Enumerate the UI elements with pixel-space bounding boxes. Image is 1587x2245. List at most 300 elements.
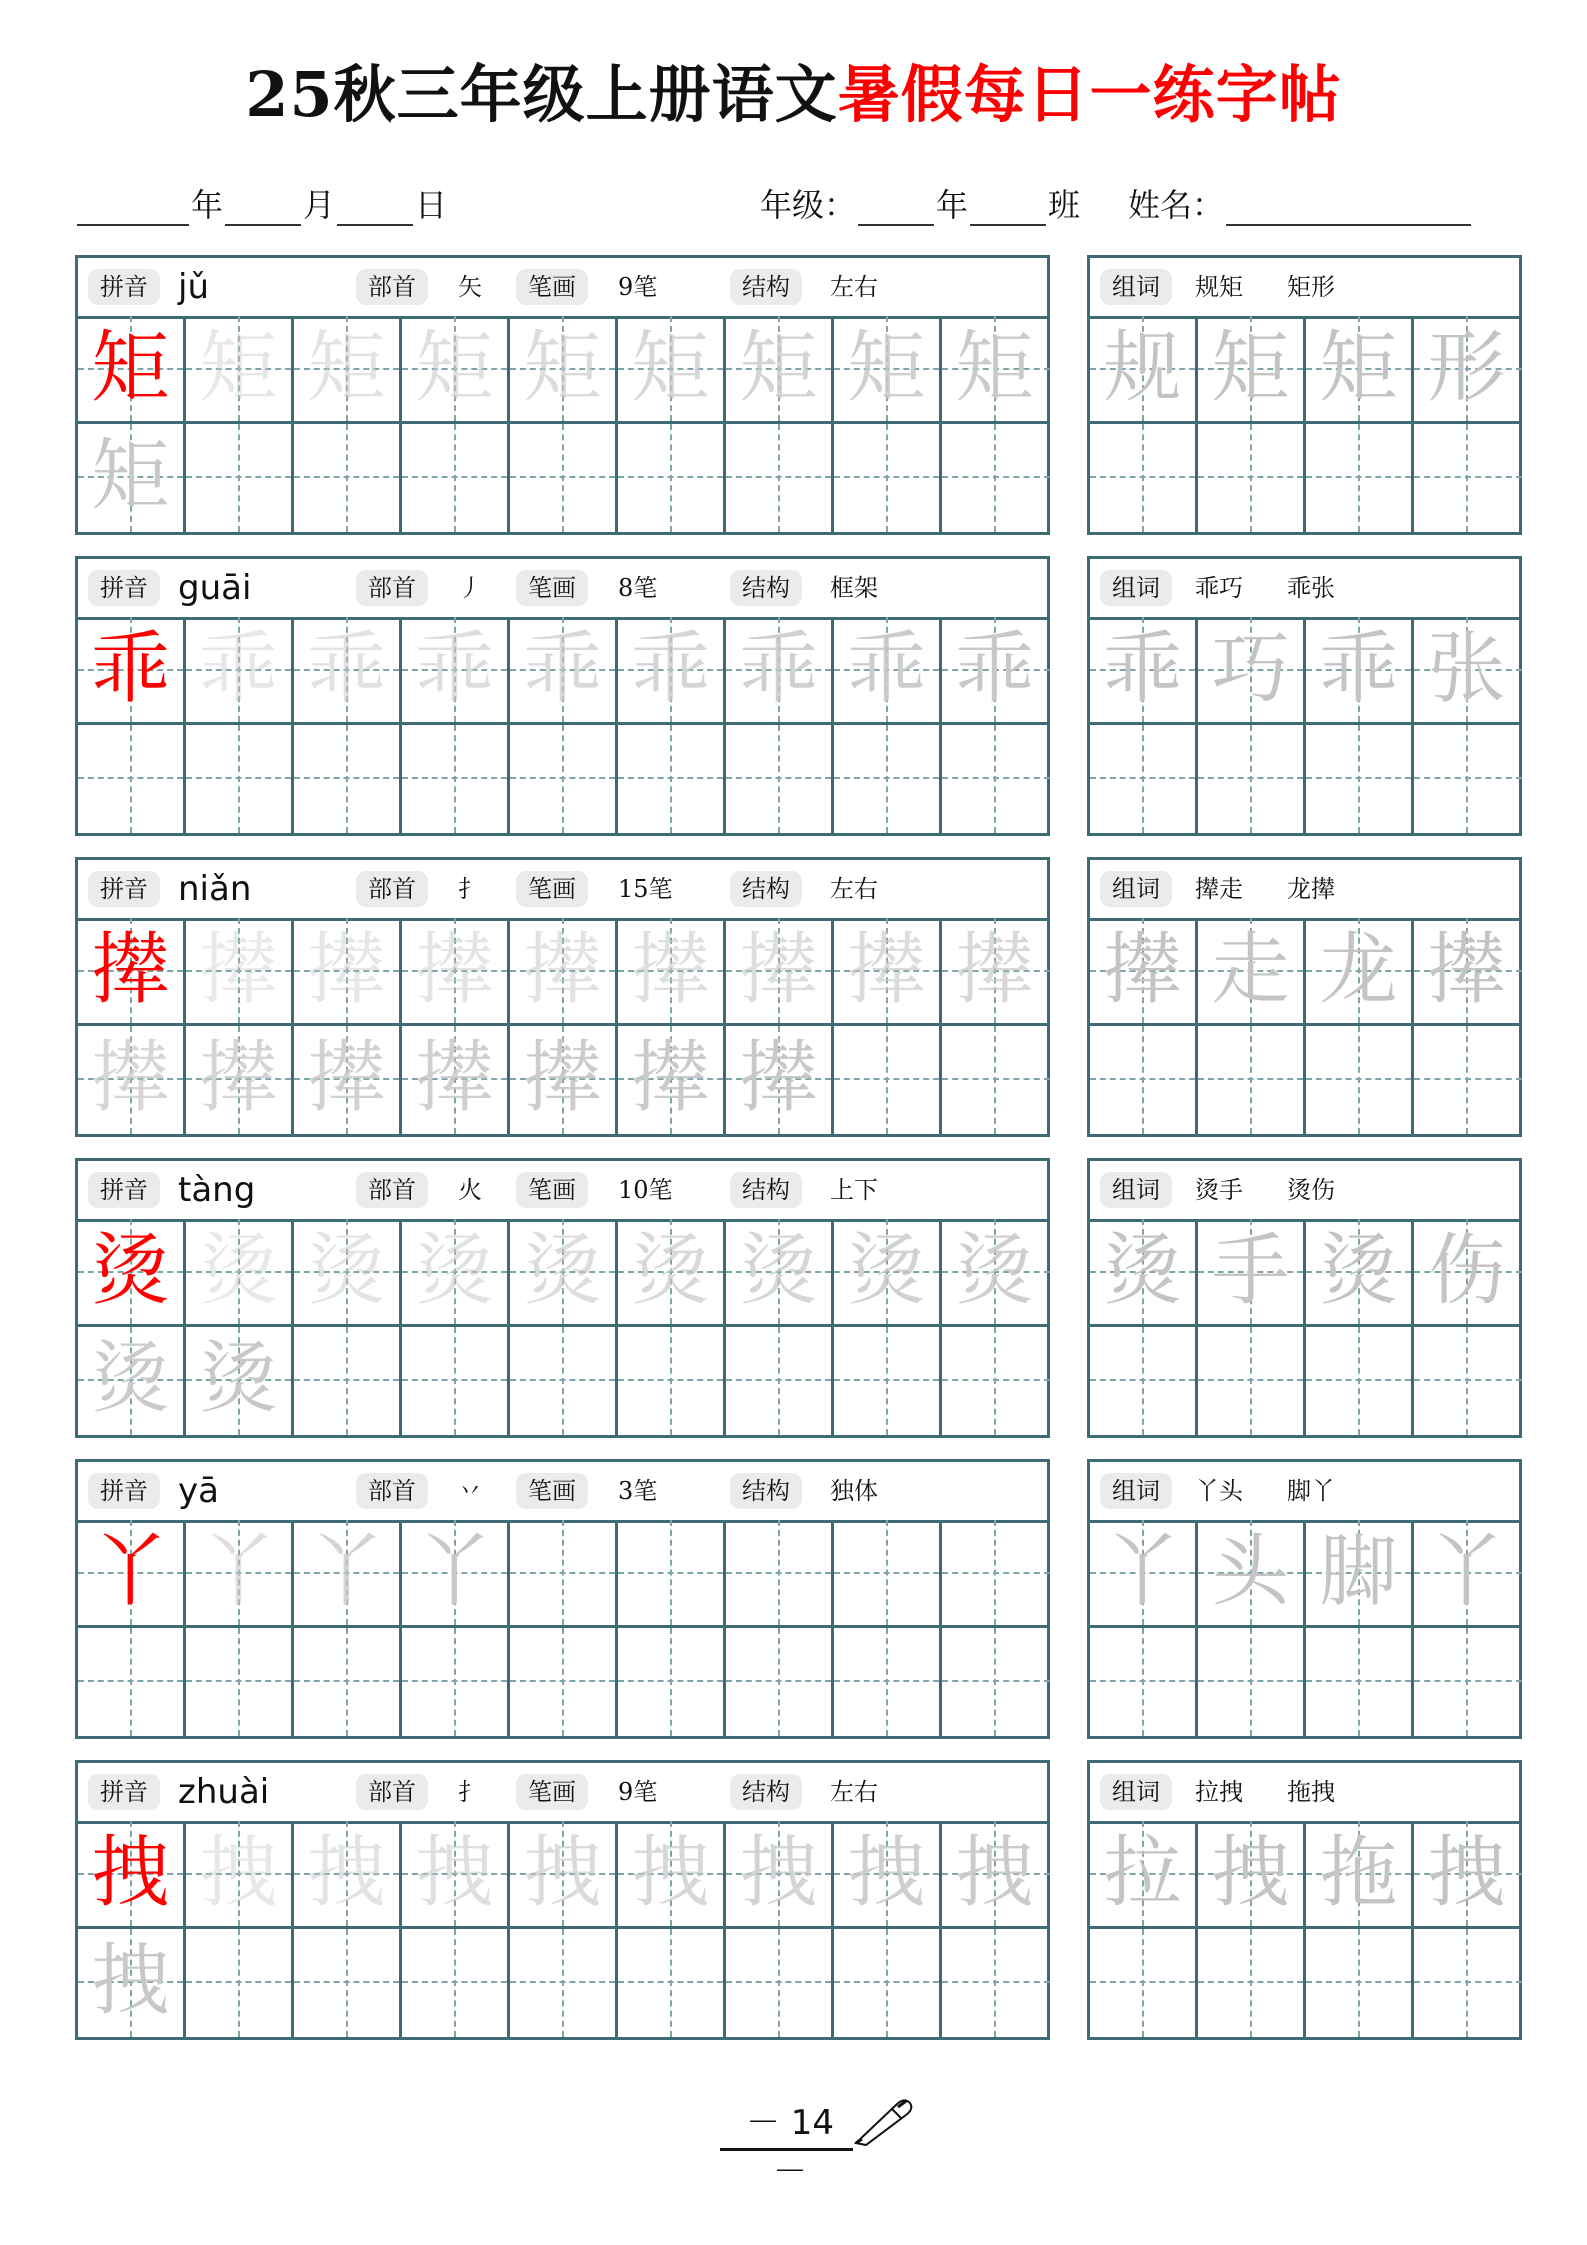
writing-cell[interactable] xyxy=(294,725,402,833)
word-cell[interactable] xyxy=(1198,617,1306,725)
word-cell[interactable] xyxy=(1414,1219,1522,1327)
character-practice-block xyxy=(75,1760,1050,2040)
stroke-order-step: 矩 xyxy=(847,323,926,413)
word-cell[interactable] xyxy=(1414,1520,1522,1628)
writing-cell[interactable] xyxy=(510,918,618,1026)
word-cell[interactable] xyxy=(1414,1327,1522,1435)
word-cell[interactable] xyxy=(1090,1929,1198,2037)
words-header xyxy=(1090,258,1519,319)
writing-cell[interactable] xyxy=(78,1821,186,1929)
word-cell[interactable] xyxy=(1414,1628,1522,1736)
word-cell[interactable] xyxy=(1198,1327,1306,1435)
writing-cell[interactable] xyxy=(942,617,1050,725)
structure-label: 结构 xyxy=(730,1172,802,1208)
word-cell[interactable] xyxy=(1198,725,1306,833)
writing-cell[interactable] xyxy=(402,1026,510,1134)
class-unit: 班 xyxy=(1048,186,1081,224)
word: 乖巧 xyxy=(1195,574,1243,602)
writing-cell[interactable] xyxy=(294,1026,402,1134)
word-cell[interactable] xyxy=(1414,424,1522,532)
pinyin-label: 拼音 xyxy=(88,871,160,907)
writing-cell[interactable] xyxy=(942,424,1050,532)
writing-cell[interactable] xyxy=(510,617,618,725)
writing-cell[interactable] xyxy=(834,1520,942,1628)
character-practice-block xyxy=(75,1158,1050,1438)
writing-cell[interactable] xyxy=(510,1628,618,1736)
word-cell[interactable] xyxy=(1090,1821,1198,1929)
writing-cell[interactable] xyxy=(402,1327,510,1435)
writing-cell[interactable] xyxy=(942,1821,1050,1929)
trace-character: 拽 xyxy=(1211,1828,1290,1918)
radical-value: 丿 xyxy=(458,574,482,602)
year-blank[interactable] xyxy=(77,190,189,226)
trace-character: 形 xyxy=(1427,323,1506,413)
word-cell[interactable] xyxy=(1198,1821,1306,1929)
writing-cell[interactable] xyxy=(618,1219,726,1327)
strokes-value: 15笔 xyxy=(618,875,673,903)
writing-cell[interactable] xyxy=(78,1929,186,2037)
structure-value: 左右 xyxy=(830,1778,878,1806)
writing-cell[interactable] xyxy=(726,1520,834,1628)
trace-character: 脚 xyxy=(1319,1527,1398,1617)
writing-cell[interactable] xyxy=(78,316,186,424)
writing-cell[interactable] xyxy=(294,1520,402,1628)
stroke-order-step: 撵 xyxy=(415,1033,494,1123)
stroke-order-step: 撵 xyxy=(199,1033,278,1123)
trace-character: 乖 xyxy=(1103,624,1182,714)
writing-cell[interactable] xyxy=(294,316,402,424)
stroke-order-step: 拽 xyxy=(199,1828,278,1918)
writing-cell[interactable] xyxy=(726,617,834,725)
stroke-order-step: 撵 xyxy=(523,925,602,1015)
word-cell[interactable] xyxy=(1414,316,1522,424)
writing-cell[interactable] xyxy=(186,918,294,1026)
pinyin-value: zhuài xyxy=(178,1772,270,1812)
radical-value: 火 xyxy=(458,1176,482,1204)
writing-cell[interactable] xyxy=(402,1219,510,1327)
structure-label: 结构 xyxy=(730,1473,802,1509)
words-label: 组词 xyxy=(1100,570,1172,606)
stroke-order-step: 拽 xyxy=(631,1828,710,1918)
strokes-value: 9笔 xyxy=(618,1778,658,1806)
word: 撵走 xyxy=(1195,875,1243,903)
word-cell[interactable] xyxy=(1414,1026,1522,1134)
character-practice-block xyxy=(75,857,1050,1137)
writing-cell[interactable] xyxy=(294,918,402,1026)
writing-cell[interactable] xyxy=(834,1026,942,1134)
word-cell[interactable] xyxy=(1198,1929,1306,2037)
word-practice-block xyxy=(1087,1158,1522,1438)
writing-cell[interactable] xyxy=(834,1929,942,2037)
grade-blank[interactable] xyxy=(858,190,934,226)
word-cell[interactable] xyxy=(1198,424,1306,532)
model-character: 乖 xyxy=(91,624,170,714)
word-cell[interactable] xyxy=(1306,1219,1414,1327)
stroke-order-step: 拽 xyxy=(307,1828,386,1918)
radical-label: 部首 xyxy=(356,871,428,907)
word-cell[interactable] xyxy=(1306,1821,1414,1929)
word-cell[interactable] xyxy=(1306,725,1414,833)
writing-cell[interactable] xyxy=(186,617,294,725)
word-cell[interactable] xyxy=(1090,725,1198,833)
block-header xyxy=(78,1462,1047,1523)
trace-character: 拖 xyxy=(1319,1828,1398,1918)
trace-character: 撵 xyxy=(1427,925,1506,1015)
stroke-order-step: 烫 xyxy=(847,1226,926,1316)
word: 脚丫 xyxy=(1287,1477,1335,1505)
word-cell[interactable] xyxy=(1198,1628,1306,1736)
writing-cell[interactable] xyxy=(402,918,510,1026)
month-label: 月 xyxy=(303,186,336,224)
stroke-order-step: 拽 xyxy=(955,1828,1034,1918)
word-cell[interactable] xyxy=(1090,1628,1198,1736)
words-label: 组词 xyxy=(1100,1172,1172,1208)
writing-cell[interactable] xyxy=(78,617,186,725)
stroke-order-step: 撵 xyxy=(91,1033,170,1123)
word-cell[interactable] xyxy=(1090,1520,1198,1628)
word-practice-block xyxy=(1087,255,1522,535)
word-cell[interactable] xyxy=(1414,617,1522,725)
writing-cell[interactable] xyxy=(834,1628,942,1736)
stroke-order-step: 矩 xyxy=(199,323,278,413)
name-blank[interactable] xyxy=(1226,190,1471,226)
writing-cell[interactable] xyxy=(726,1628,834,1736)
writing-cell[interactable] xyxy=(618,1929,726,2037)
stroke-order-step: 拽 xyxy=(847,1828,926,1918)
name-label: 姓名： xyxy=(1128,186,1225,224)
writing-cell[interactable] xyxy=(78,1327,186,1435)
writing-cell[interactable] xyxy=(726,1026,834,1134)
word-cell[interactable] xyxy=(1306,1628,1414,1736)
word-cell[interactable] xyxy=(1414,1821,1522,1929)
radical-value: 丷 xyxy=(458,1477,482,1505)
page-number: － 14 － xyxy=(745,2103,835,2192)
block-header xyxy=(78,559,1047,620)
writing-cell[interactable] xyxy=(186,1520,294,1628)
writing-cell[interactable] xyxy=(726,316,834,424)
stroke-order-step: 乖 xyxy=(847,624,926,714)
writing-cell[interactable] xyxy=(78,424,186,532)
stroke-order-step: 撵 xyxy=(631,1033,710,1123)
stroke-order-step: 丫 xyxy=(199,1527,278,1617)
writing-cell[interactable] xyxy=(726,1929,834,2037)
writing-cell[interactable] xyxy=(942,1327,1050,1435)
word-cell[interactable] xyxy=(1306,316,1414,424)
stroke-order-step: 矩 xyxy=(739,323,818,413)
word-cell[interactable] xyxy=(1414,918,1522,1026)
trace-character: 撵 xyxy=(1103,925,1182,1015)
writing-cell[interactable] xyxy=(402,617,510,725)
writing-cell[interactable] xyxy=(402,316,510,424)
stroke-order-step: 撵 xyxy=(199,925,278,1015)
word-cell[interactable] xyxy=(1090,424,1198,532)
trace-character: 矩 xyxy=(1211,323,1290,413)
words-label: 组词 xyxy=(1100,269,1172,305)
writing-cell[interactable] xyxy=(834,918,942,1026)
block-header xyxy=(78,1763,1047,1824)
writing-cell[interactable] xyxy=(618,1026,726,1134)
radical-label: 部首 xyxy=(356,269,428,305)
word-cell[interactable] xyxy=(1306,1327,1414,1435)
stroke-order-step: 乖 xyxy=(199,624,278,714)
writing-cell[interactable] xyxy=(834,1219,942,1327)
word-cell[interactable] xyxy=(1306,1520,1414,1628)
strokes-value: 8笔 xyxy=(618,574,658,602)
word-cell[interactable] xyxy=(1306,424,1414,532)
writing-cell[interactable] xyxy=(510,1219,618,1327)
stroke-order-step: 烫 xyxy=(307,1226,386,1316)
day-label: 日 xyxy=(415,186,448,224)
word: 规矩 xyxy=(1195,273,1243,301)
writing-cell[interactable] xyxy=(402,725,510,833)
strokes-label: 笔画 xyxy=(516,1172,588,1208)
writing-cell[interactable] xyxy=(942,1026,1050,1134)
word: 拉拽 xyxy=(1195,1778,1243,1806)
strokes-label: 笔画 xyxy=(516,269,588,305)
radical-label: 部首 xyxy=(356,1774,428,1810)
writing-cell[interactable] xyxy=(510,424,618,532)
structure-value: 上下 xyxy=(830,1176,878,1204)
stroke-order-step: 乖 xyxy=(307,624,386,714)
word-cell[interactable] xyxy=(1306,1929,1414,2037)
stroke-order-step: 烫 xyxy=(631,1226,710,1316)
word-practice-block xyxy=(1087,556,1522,836)
word: 拖拽 xyxy=(1287,1778,1335,1806)
writing-cell[interactable] xyxy=(942,918,1050,1026)
stroke-order-step: 矩 xyxy=(523,323,602,413)
writing-cell[interactable] xyxy=(942,725,1050,833)
writing-cell[interactable] xyxy=(834,725,942,833)
writing-cell[interactable] xyxy=(834,424,942,532)
writing-cell[interactable] xyxy=(78,1219,186,1327)
radical-value: 扌 xyxy=(458,875,482,903)
writing-cell[interactable] xyxy=(78,1520,186,1628)
writing-cell[interactable] xyxy=(618,1628,726,1736)
word-cell[interactable] xyxy=(1306,617,1414,725)
writing-cell[interactable] xyxy=(186,1821,294,1929)
writing-cell[interactable] xyxy=(726,918,834,1026)
writing-cell[interactable] xyxy=(294,1327,402,1435)
class-blank[interactable] xyxy=(970,190,1046,226)
model-character: 矩 xyxy=(91,323,170,413)
words-label: 组词 xyxy=(1100,1473,1172,1509)
writing-cell[interactable] xyxy=(186,1929,294,2037)
writing-cell[interactable] xyxy=(618,1520,726,1628)
writing-cell[interactable] xyxy=(942,1520,1050,1628)
writing-cell[interactable] xyxy=(78,918,186,1026)
stroke-order-step: 乖 xyxy=(415,624,494,714)
block-header xyxy=(78,860,1047,921)
writing-cell[interactable] xyxy=(726,1219,834,1327)
title-red: 暑假每日一练字帖 xyxy=(837,58,1342,131)
writing-cell[interactable] xyxy=(618,1821,726,1929)
writing-cell[interactable] xyxy=(726,1821,834,1929)
strokes-value: 9笔 xyxy=(618,273,658,301)
word-cell[interactable] xyxy=(1414,725,1522,833)
trace-character: 龙 xyxy=(1319,925,1398,1015)
stroke-order-step: 烫 xyxy=(739,1226,818,1316)
writing-cell[interactable] xyxy=(402,424,510,532)
strokes-label: 笔画 xyxy=(516,570,588,606)
writing-cell[interactable] xyxy=(402,1821,510,1929)
word: 矩形 xyxy=(1287,273,1335,301)
structure-value: 独体 xyxy=(830,1477,878,1505)
page-number-underline xyxy=(720,2148,853,2151)
trace-character: 拽 xyxy=(1427,1828,1506,1918)
stroke-order-step: 撵 xyxy=(631,925,710,1015)
writing-cell[interactable] xyxy=(618,1327,726,1435)
trace-character: 张 xyxy=(1427,624,1506,714)
trace-character: 伤 xyxy=(1427,1226,1506,1316)
block-header xyxy=(78,1161,1047,1222)
writing-cell[interactable] xyxy=(186,1219,294,1327)
writing-cell[interactable] xyxy=(294,1628,402,1736)
word: 丫头 xyxy=(1195,1477,1243,1505)
stroke-order-step: 乖 xyxy=(523,624,602,714)
writing-cell[interactable] xyxy=(186,1026,294,1134)
word-cell[interactable] xyxy=(1090,918,1198,1026)
structure-value: 左右 xyxy=(830,875,878,903)
stroke-order-step: 烫 xyxy=(199,1226,278,1316)
writing-cell[interactable] xyxy=(510,1929,618,2037)
pinyin-value: yā xyxy=(178,1471,219,1511)
writing-cell[interactable] xyxy=(834,316,942,424)
radical-label: 部首 xyxy=(356,1473,428,1509)
month-blank[interactable] xyxy=(225,190,301,226)
writing-cell[interactable] xyxy=(294,424,402,532)
stroke-order-step: 撵 xyxy=(307,1033,386,1123)
block-header xyxy=(78,258,1047,319)
pinyin-value: tàng xyxy=(178,1170,256,1210)
writing-cell[interactable] xyxy=(78,1628,186,1736)
stroke-order-step: 撵 xyxy=(739,925,818,1015)
stroke-order-step: 拽 xyxy=(415,1828,494,1918)
stroke-order-step: 撵 xyxy=(847,925,926,1015)
word-cell[interactable] xyxy=(1090,316,1198,424)
words-header xyxy=(1090,1462,1519,1523)
word-practice-block xyxy=(1087,857,1522,1137)
stroke-order-step: 拽 xyxy=(523,1828,602,1918)
pinyin-value: guāi xyxy=(178,568,252,608)
writing-cell[interactable] xyxy=(618,316,726,424)
writing-cell[interactable] xyxy=(618,424,726,532)
writing-cell[interactable] xyxy=(618,918,726,1026)
stroke-order-step: 撵 xyxy=(955,925,1034,1015)
writing-cell[interactable] xyxy=(294,1219,402,1327)
stroke-order-step: 矩 xyxy=(955,323,1034,413)
writing-cell[interactable] xyxy=(402,1929,510,2037)
date-line xyxy=(75,180,447,226)
word-cell[interactable] xyxy=(1198,1219,1306,1327)
pinyin-value: niǎn xyxy=(178,869,252,909)
word-cell[interactable] xyxy=(1090,1327,1198,1435)
writing-cell[interactable] xyxy=(186,424,294,532)
word-cell[interactable] xyxy=(1198,1520,1306,1628)
page-title xyxy=(0,45,1587,134)
writing-cell[interactable] xyxy=(294,1821,402,1929)
writing-cell[interactable] xyxy=(942,1219,1050,1327)
writing-cell[interactable] xyxy=(942,1628,1050,1736)
structure-label: 结构 xyxy=(730,871,802,907)
trace-character: 规 xyxy=(1103,323,1182,413)
stroke-order-step: 矩 xyxy=(631,323,710,413)
model-character: 烫 xyxy=(91,1226,170,1316)
writing-cell[interactable] xyxy=(78,1026,186,1134)
writing-cell[interactable] xyxy=(834,617,942,725)
stroke-order-step: 丫 xyxy=(307,1527,386,1617)
writing-cell[interactable] xyxy=(510,1327,618,1435)
structure-value: 框架 xyxy=(830,574,878,602)
writing-cell[interactable] xyxy=(510,1520,618,1628)
word: 乖张 xyxy=(1287,574,1335,602)
stroke-order-step: 烫 xyxy=(955,1226,1034,1316)
writing-cell[interactable] xyxy=(726,424,834,532)
stroke-order-step: 丫 xyxy=(415,1527,494,1617)
writing-cell[interactable] xyxy=(510,725,618,833)
writing-cell[interactable] xyxy=(294,1929,402,2037)
word-cell[interactable] xyxy=(1198,918,1306,1026)
writing-cell[interactable] xyxy=(726,1327,834,1435)
writing-cell[interactable] xyxy=(294,617,402,725)
writing-cell[interactable] xyxy=(402,1628,510,1736)
word-cell[interactable] xyxy=(1090,1219,1198,1327)
writing-cell[interactable] xyxy=(186,1628,294,1736)
strokes-label: 笔画 xyxy=(516,1774,588,1810)
writing-cell[interactable] xyxy=(834,1821,942,1929)
writing-cell[interactable] xyxy=(510,316,618,424)
strokes-label: 笔画 xyxy=(516,871,588,907)
writing-cell[interactable] xyxy=(78,725,186,833)
day-blank[interactable] xyxy=(337,190,413,226)
writing-cell[interactable] xyxy=(186,725,294,833)
writing-cell[interactable] xyxy=(726,725,834,833)
structure-label: 结构 xyxy=(730,570,802,606)
word-cell[interactable] xyxy=(1198,316,1306,424)
writing-cell[interactable] xyxy=(510,1821,618,1929)
word-practice-block xyxy=(1087,1760,1522,2040)
stroke-order-step: 矩 xyxy=(91,431,170,521)
words-header xyxy=(1090,1763,1519,1824)
stroke-order-step: 乖 xyxy=(631,624,710,714)
writing-cell[interactable] xyxy=(942,316,1050,424)
class-line xyxy=(760,180,1473,226)
word-cell[interactable] xyxy=(1414,1929,1522,2037)
word-cell[interactable] xyxy=(1306,1026,1414,1134)
word-cell[interactable] xyxy=(1198,1026,1306,1134)
word-cell[interactable] xyxy=(1090,1026,1198,1134)
trace-character: 丫 xyxy=(1103,1527,1182,1617)
radical-value: 扌 xyxy=(458,1778,482,1806)
trace-character: 乖 xyxy=(1319,624,1398,714)
stroke-order-step: 烫 xyxy=(523,1226,602,1316)
writing-cell[interactable] xyxy=(942,1929,1050,2037)
writing-cell[interactable] xyxy=(402,1520,510,1628)
word-cell[interactable] xyxy=(1090,617,1198,725)
year-label: 年 xyxy=(191,186,224,224)
writing-cell[interactable] xyxy=(618,617,726,725)
pinyin-label: 拼音 xyxy=(88,1774,160,1810)
strokes-value: 3笔 xyxy=(618,1477,658,1505)
writing-cell[interactable] xyxy=(618,725,726,833)
word-cell[interactable] xyxy=(1306,918,1414,1026)
writing-cell[interactable] xyxy=(186,316,294,424)
writing-cell[interactable] xyxy=(186,1327,294,1435)
model-character: 拽 xyxy=(91,1828,170,1918)
writing-cell[interactable] xyxy=(510,1026,618,1134)
radical-value: 矢 xyxy=(458,273,482,301)
writing-cell[interactable] xyxy=(834,1327,942,1435)
words-label: 组词 xyxy=(1100,1774,1172,1810)
